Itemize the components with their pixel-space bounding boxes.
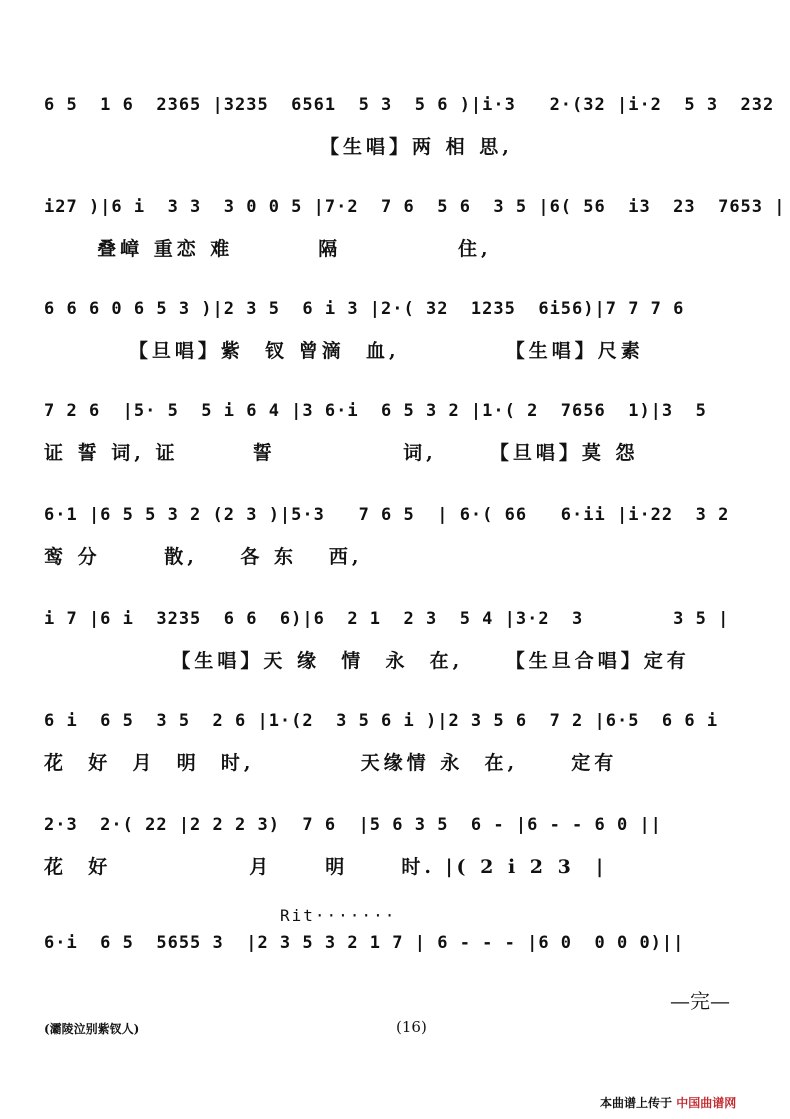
notation-line: 6 i 6 5 3 5 2 6 |1·(2 3 5 6 i )|2 3 5 6 7 2 |6·5 6 6 i: [44, 711, 719, 731]
notation-line: 7 2 6 |5· 5 5 i 6 4 |3 6·i 6 5 3 2 |1·( 2 7656 1)|3 5: [44, 401, 707, 421]
piece-title: (灞陵泣别紫钗人): [44, 1022, 140, 1036]
lyric-line: 鸾 分 散, 各 东 西,: [44, 546, 363, 568]
notation-line: 6 6 6 0 6 5 3 )|2 3 5 6 i 3 |2·( 32 1235 6i56)|7 7 7 6: [44, 299, 685, 319]
end-marking: —完—: [670, 989, 730, 1013]
notation-line: i27 )|6 i 3 3 3 0 0 5 |7·2 7 6 5 6 3 5 |6( 56 i3 23 7653 |: [44, 197, 786, 217]
lyric-line: 证 誓 词, 证 誓 词, 【旦唱】莫 怨: [44, 442, 639, 464]
notation-line: 6·1 |6 5 5 3 2 (2 3 )|5·3 7 6 5 | 6·( 66 6·ii |i·22 3 2: [44, 505, 730, 525]
ritardando-marking: Rit·······: [280, 906, 397, 925]
notation-line: 6·i 6 5 5655 3 |2 3 5 3 2 1 7 | 6 - - - |6 0 0 0 0)||: [44, 933, 685, 953]
page-number: (16): [396, 1018, 427, 1036]
notation-line: 6 5 1 6 2365 |3235 6561 5 3 5 6 )|i·3 2·(32 |i·2 5 3 232: [44, 95, 775, 115]
score-system-2: [0, 192, 790, 292]
notation-line: 2·3 2·( 22 |2 2 2 3) 7 6 |5 6 3 5 6 - |6 - - 6 0 ||: [44, 815, 662, 835]
notation-line: i 7 |6 i 3235 6 6 6)|6 2 1 2 3 5 4 |3·2 3 3 5 |: [44, 609, 730, 629]
lyric-line: 【旦唱】紫 钗 曾滴 血, 【生唱】尺素: [44, 340, 644, 362]
lyric-line: 花 好 月 明 时, 天缘情 永 在, 定有: [44, 752, 618, 774]
score-system-4: [0, 396, 790, 496]
score-system-8: [0, 810, 790, 910]
site-name: 中国曲谱网: [676, 1096, 737, 1110]
lyric-line: 【生唱】两 相 思,: [44, 136, 513, 158]
score-system-3: [0, 294, 790, 394]
lyric-line: 花 好 月 明 时. |( 2 i 2 3 |: [44, 856, 607, 878]
score-system-5: [0, 500, 790, 600]
upload-credit: [600, 1094, 736, 1111]
score-system-6: [0, 604, 790, 704]
upload-credit-text: 本曲谱上传于: [600, 1096, 673, 1110]
lyric-line: 叠嶂 重恋 难 隔 住,: [44, 238, 492, 260]
lyric-line: 【生唱】天 缘 情 永 在, 【生旦合唱】定有: [44, 650, 690, 672]
score-system-1: [0, 90, 790, 190]
score-system-7: [0, 706, 790, 806]
